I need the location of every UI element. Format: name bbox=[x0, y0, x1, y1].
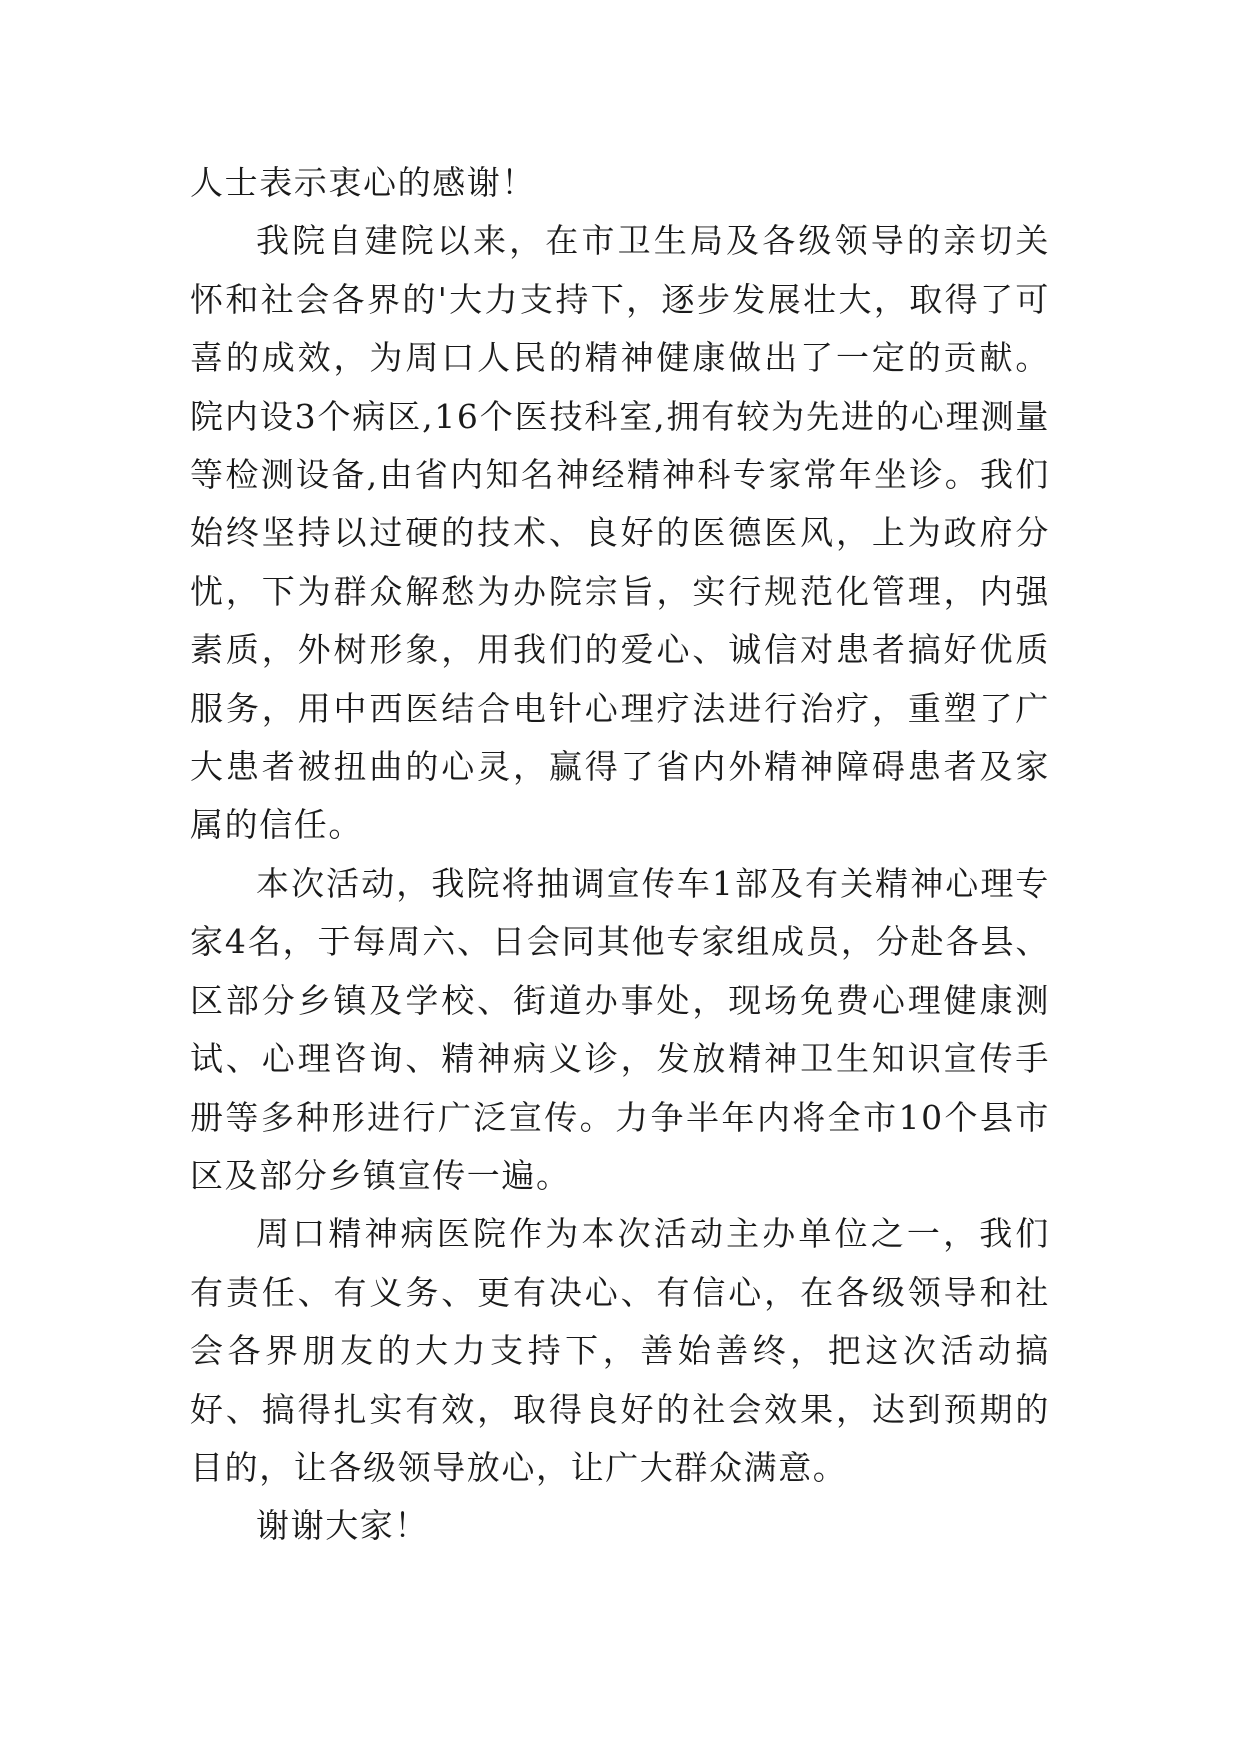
paragraph-closing: 谢谢大家！ bbox=[256, 1506, 429, 1546]
paragraph-hospital-intro: 我院自建院以来，在市卫生局及各级领导的亲切关怀和社会各界的'大力支持下，逐步发展壮大，取得了可喜的成效，为周口人民的精神健康做出了一定的贡献。院内设3个病区,16个医技科室,拥有较为先进的心理测量等检测设备,由省内知名神经精神科专家常年坐诊。我们始终坚持以过硬的技术、良好的医德医风，上为政府分忧，下为群众解愁为办院宗旨，实行规范化管理，内强素质，外树形象，用我们的爱心、诚信对患者搞好优质服务，用中西医结合电针心理疗法进行治疗，重塑了广大患者被扭曲的心灵，赢得了省内外精神障碍患者及家属的信任。 bbox=[190, 221, 1050, 845]
paragraph-commitment: 周口精神病医院作为本次活动主办单位之一，我们有责任、有义务、更有决心、有信心，在各级领导和社会各界朋友的大力支持下，善始善终，把这次活动搞好、搞得扎实有效，取得良好的社会效果，达到预期的目的，让各级领导放心，让广大群众满意。 bbox=[190, 1214, 1050, 1487]
paragraph-continuation: 人士表示衷心的感谢！ bbox=[190, 163, 536, 202]
document-body bbox=[190, 154, 1050, 1556]
paragraph-activity-plan: 本次活动，我院将抽调宣传车1部及有关精神心理专家4名，于每周六、日会同其他专家组成员，分赴各县、区部分乡镇及学校、街道办事处，现场免费心理健康测试、心理咨询、精神病义诊，发放精神卫生知识宣传手册等多种形进行广泛宣传。力争半年内将全市10个县市区及部分乡镇宣传一遍。 bbox=[190, 863, 1050, 1195]
